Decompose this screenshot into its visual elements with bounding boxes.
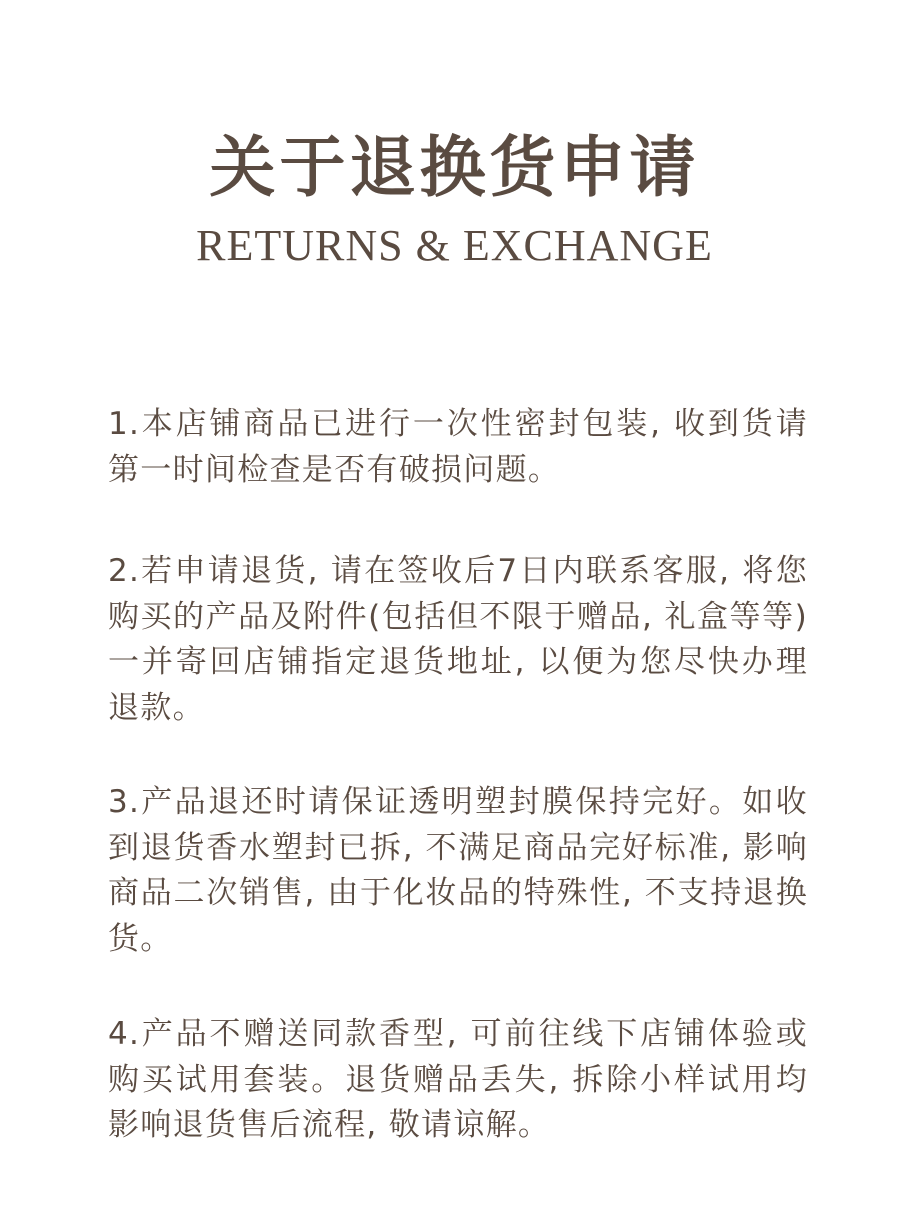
policy-item-3: 3.产品退还时请保证透明塑封膜保持完好。如收到退货香水塑封已拆, 不满足商品完好标准, 影响商品二次销售, 由于化妆品的特殊性, 不支持退换货。 [108,784,808,957]
policy-item-2: 2.若申请退货, 请在签收后7日内联系客服, 将您购买的产品及附件(包括但不限于赠品, 礼盒等等)一并寄回店铺指定退货地址, 以便为您尽快办理退款。 [108,553,808,726]
page-subtitle: RETURNS & EXCHANGE [196,221,713,270]
page-title: 关于退换货申请 [209,128,700,206]
policy-item-1: 1.本店铺商品已进行一次性密封包装, 收到货请第一时间检查是否有破损问题。 [108,406,808,488]
policy-item-4: 4.产品不赠送同款香型, 可前往线下店铺体验或购买试用套装。退货赠品丢失, 拆除小样试用均影响退货售后流程, 敬请谅解。 [108,1016,808,1143]
